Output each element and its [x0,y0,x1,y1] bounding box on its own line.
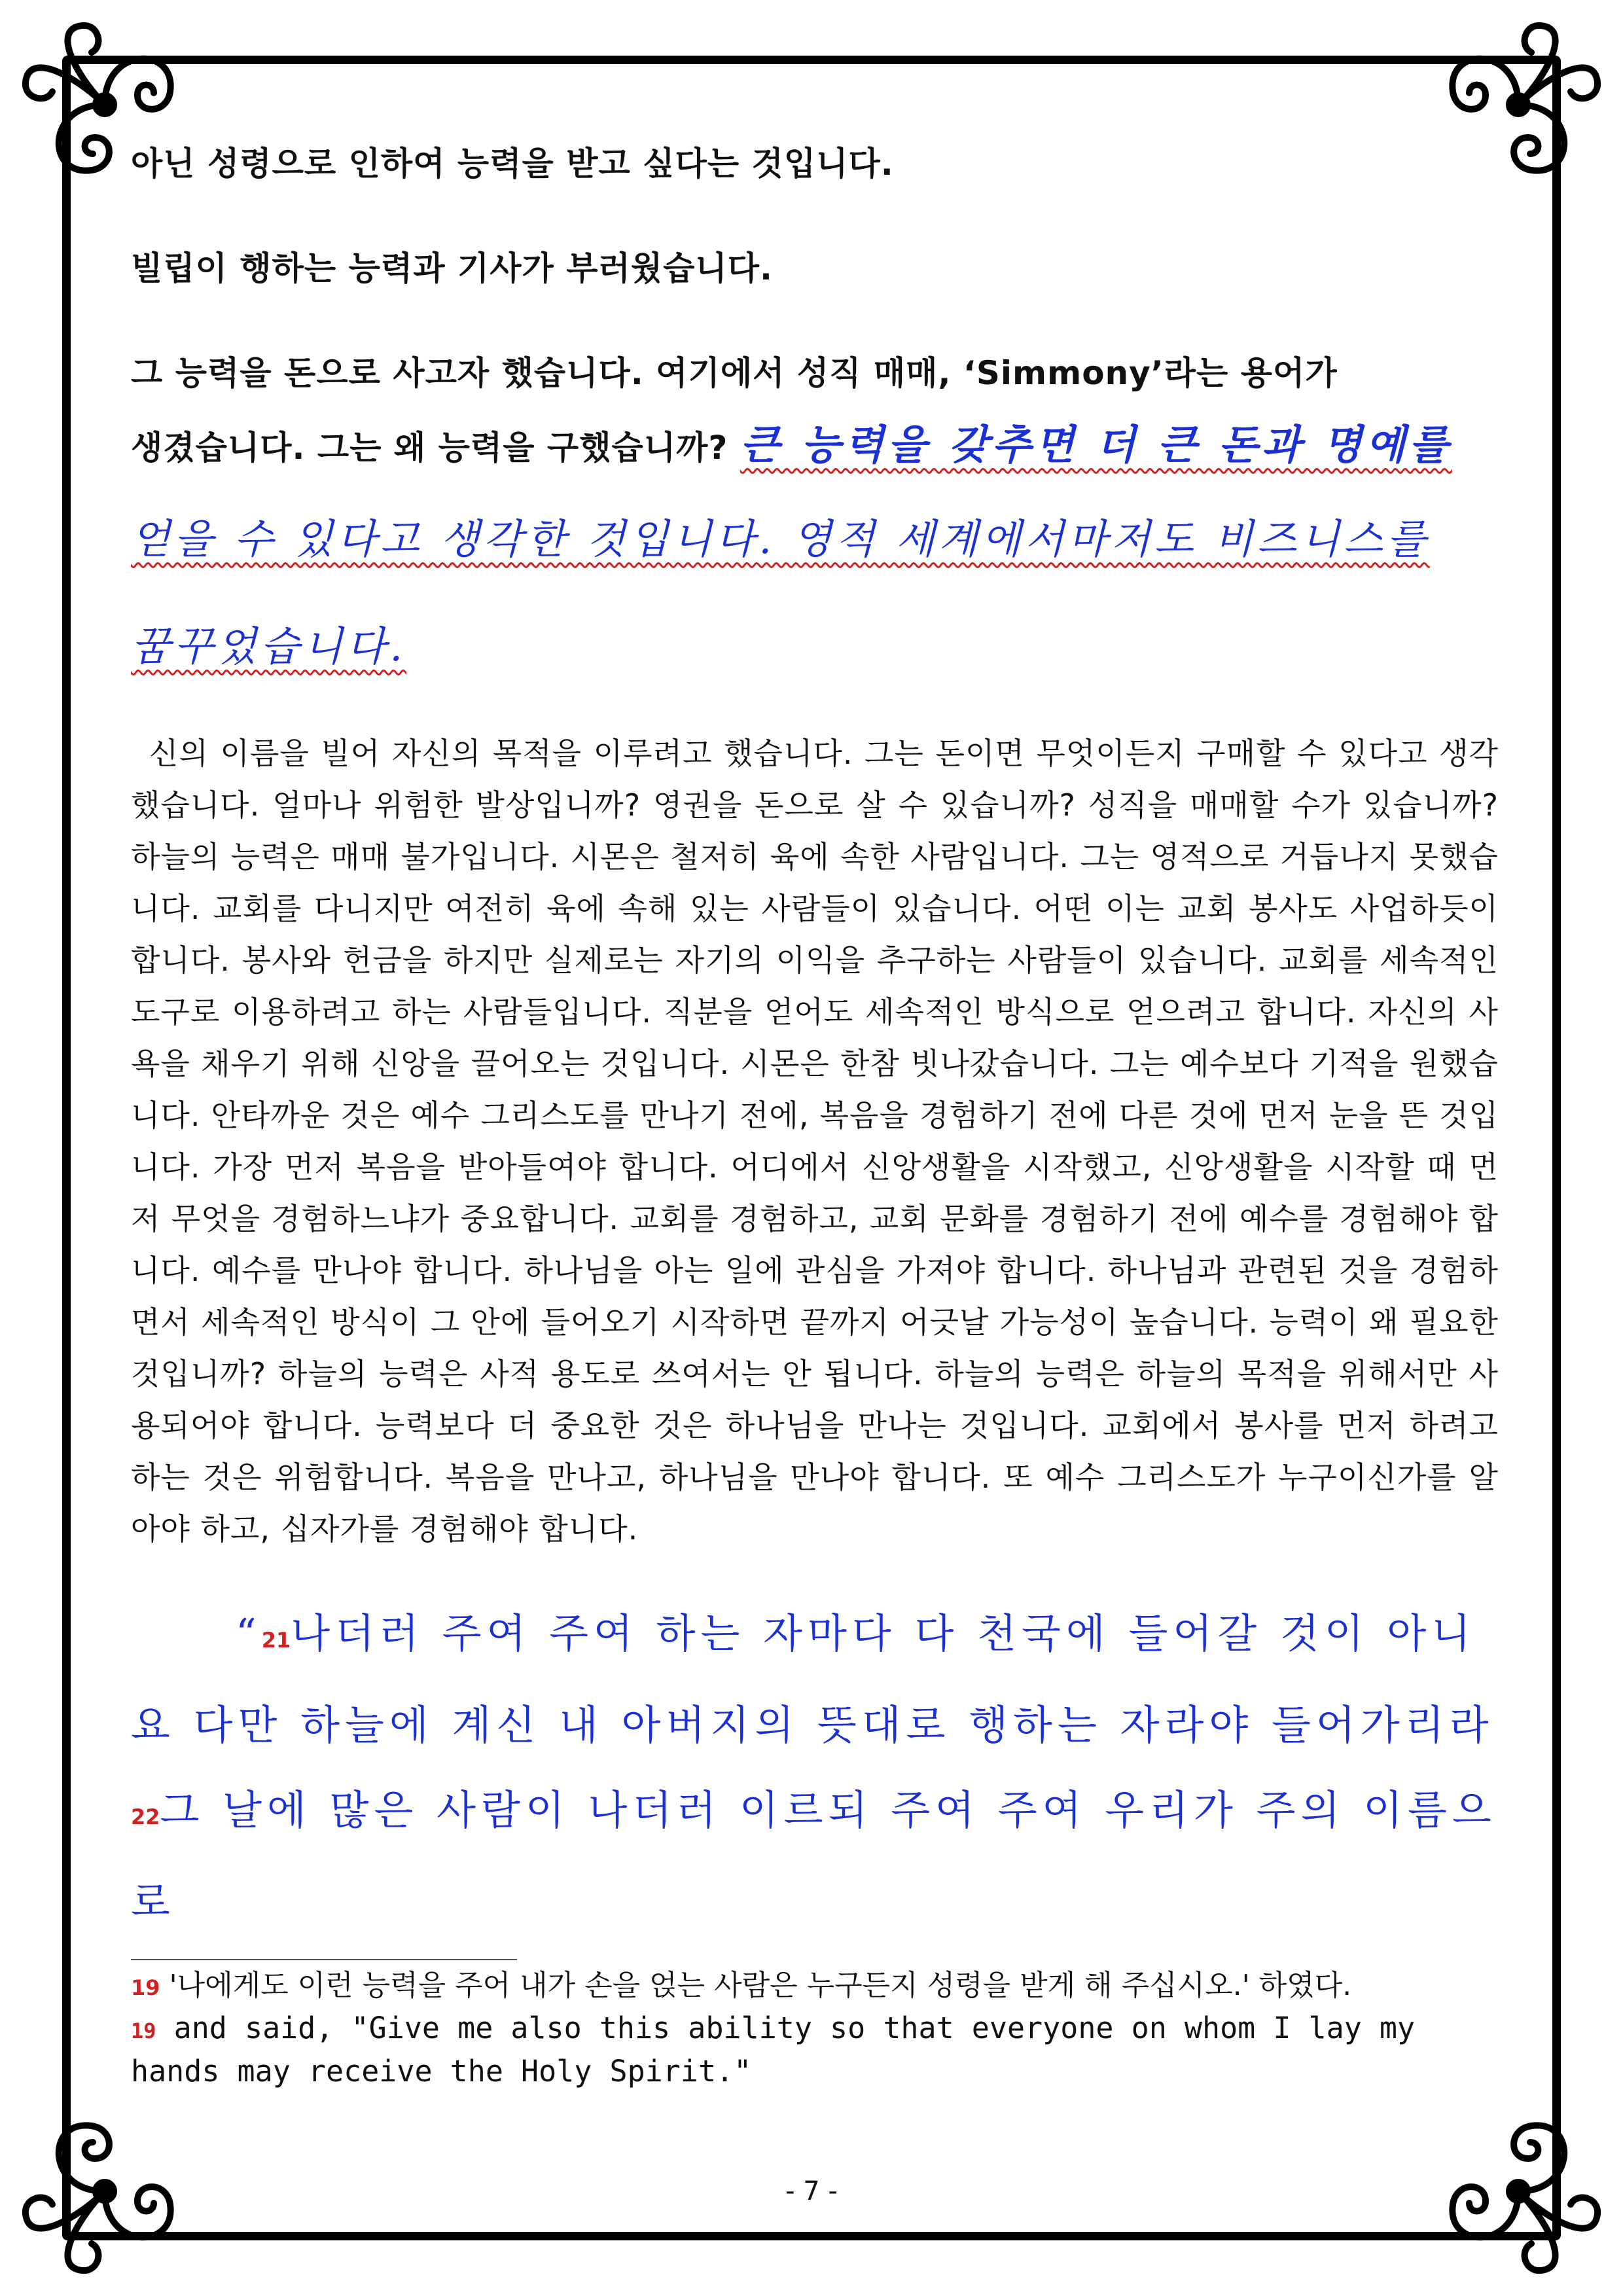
page-content [131,131,1499,2092]
verse-text-21: 나더러 주여 주여 하는 자마다 다 천국에 들어갈 것이 아니요 다만 하늘에 계신 내 아버지의 뜻대로 행하는 자라야 들어가리라 [131,1609,1494,1749]
intro-line-2: 빌립이 행하는 능력과 기사가 부러웠습니다. [131,249,774,287]
intro-line-1: 아닌 성령으로 인하여 능력을 받고 싶다는 것입니다. [131,145,894,183]
handwritten-note-3: 꿈꾸었습니다. [131,622,407,670]
scripture-quote [131,1591,1499,1945]
handwritten-note-2: 얻을 수 있다고 생각한 것입니다. 영적 세계에서마저도 비즈니스를 [131,515,1430,563]
footnote-korean [131,1965,1499,2008]
intro-line-4 [131,422,1499,471]
footnote-number: 19 [131,2018,156,2043]
intro-line-3: 그 능력을 돈으로 사고자 했습니다. 여기에서 성직 매매, ‘Simmony’라는 용어가 [131,354,1338,392]
handwritten-line-3 [131,614,1499,672]
footnote-separator [131,1959,517,1960]
footnote-english-text: and said, "Give me also this ability so that everyone on whom I lay my hands may receive the Holy Spirit." [131,2011,1416,2089]
handwritten-note-1: 큰 능력을 갖추면 더 큰 돈과 명예를 [740,421,1452,469]
footnote-korean-text: '나에게도 이런 능력을 주어 내가 손을 얹는 사람은 누구든지 성령을 받게 해 주십시오.' 하였다. [169,1969,1352,2002]
verse-text-22: 그 날에 많은 사람이 나더러 이르되 주여 주여 우리가 주의 이름으로 [131,1786,1497,1926]
intro-question: 생겼습니다. 그는 왜 능력을 구했습니까? [131,429,728,467]
footnote-english [131,2008,1499,2092]
handwritten-line-2 [131,507,1499,565]
quote-mark: “ [236,1609,262,1657]
page-number: - 7 - [785,2176,838,2206]
verse-number-21: 21 [261,1628,291,1653]
verse-number-22: 22 [131,1804,160,1829]
body-paragraph: 신의 이름을 빌어 자신의 목적을 이루려고 했습니다. 그는 돈이면 무엇이든지 구매할 수 있다고 생각했습니다. 얼마나 위험한 발상입니까? 영권을 돈으로 살 수 있습니까? 성직을 매매할 수가 있습니까? 하늘의 능력은 매매 불가입니다. 시몬은 철저히 육에 속한 사람입니다. 그는 영적으로 거듭나지 못했습니다. 교회를 다니지만 여전히 육에 속해 있는 사람들이 있습니다. 어떤 이는 교회 봉사도 사업하듯이 합니다. 봉사와 헌금을 하지만 실제로는 자기의 이익을 추구하는 사람들이 있습니다. 교회를 세속적인 도구로 이용하려고 하는 사람들입니다. 직분을 얻어도 세속적인 방식으로 얻으려고 합니다. 자신의 사욕을 채우기 위해 신앙을 끌어오는 것입니다. 시몬은 한참 빗나갔습니다. 그는 예수보다 기적을 원했습니다. 안타까운 것은 예수 그리스도를 만나기 전에, 복음을 경험하기 전에 다른 것에 먼저 눈을 뜬 것입니다. 가장 먼저 복음을 받아들여야 합니다. 어디에서 신앙생활을 시작했고, 신앙생활을 시작할 때 먼저 무엇을 경험하느냐가 중요합니다. 교회를 경험하고, 교회 문화를 경험하기 전에 예수를 경험해야 합니다. 예수를 만나야 합니다. 하나님을 아는 일에 관심을 가져야 합니다. 하나님과 관련된 것을 경험하면서 세속적인 방식이 그 안에 들어오기 시작하면 끝까지 어긋날 가능성이 높습니다. 능력이 왜 필요한 것입니까? 하늘의 능력은 사적 용도로 쓰여서는 안 됩니다. 하늘의 능력은 하늘의 목적을 위해서만 사용되어야 합니다. 능력보다 더 중요한 것은 하나님을 만나는 것입니다. 교회에서 봉사를 먼저 하려고 하는 것은 위험합니다. 복음을 만나고, 하나님을 만나야 합니다. 또 예수 그리스도가 누구이신가를 알아야 하고, 십자가를 경험해야 합니다. [131,736,1499,1547]
footnote-number: 19 [131,1975,160,2000]
